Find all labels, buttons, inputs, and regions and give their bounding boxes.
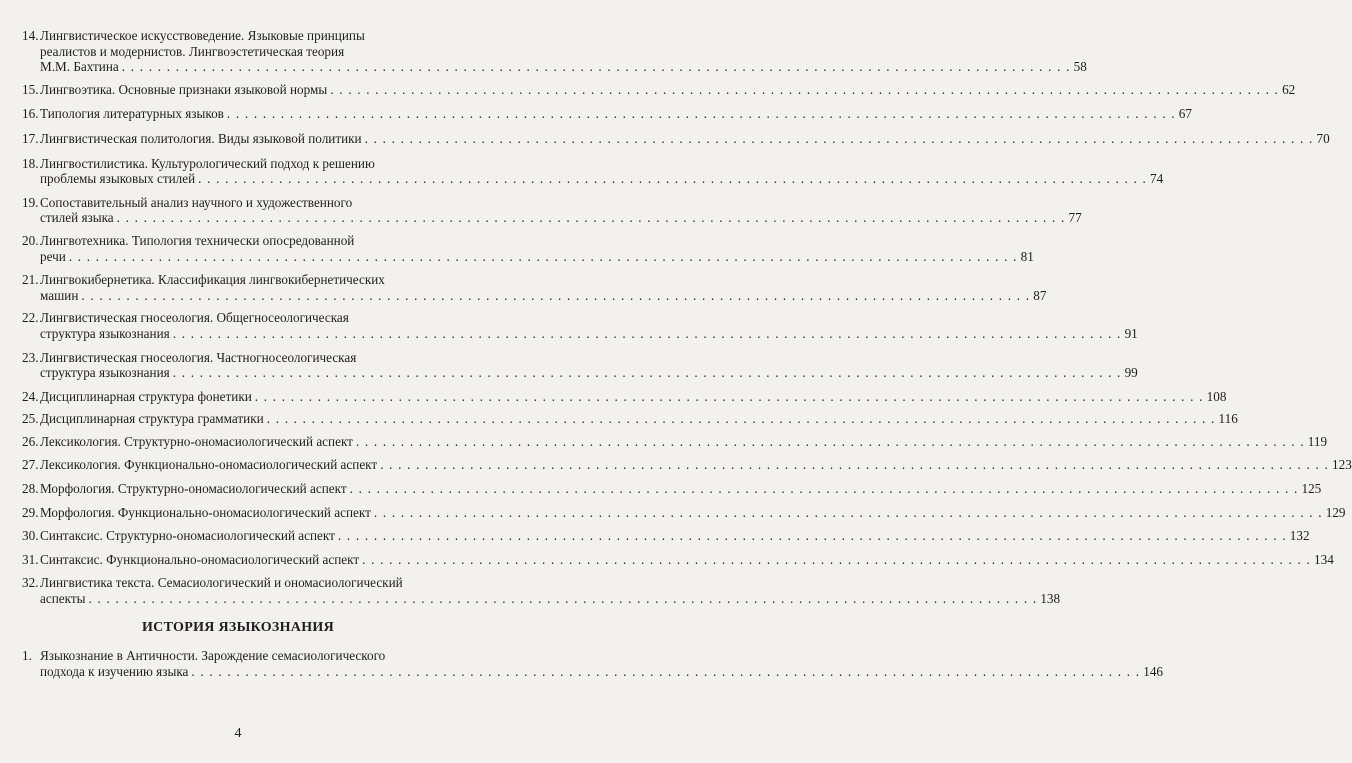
toc-entry-number: 30. [22,528,39,544]
toc-entry-number: 16. [22,106,39,122]
toc-entry-page: 119 [1307,433,1328,449]
toc-entry-title-line: проблемы языковых стилей [40,171,196,187]
toc-entry-title-line: Синтаксис. Функционально-ономасиологический аспект [40,551,360,567]
toc-entry-number: 1. [22,648,32,663]
toc-entry-number: 29. [22,504,39,520]
dot-leader [122,59,1071,75]
toc-entry-title-line: реалистов и модернистов. Лингвоэстетическая теория [40,43,345,59]
toc-entry-title-line: Лексикология. Функционально-ономасиологический аспект [40,457,378,473]
toc-entry-page: 99 [1124,365,1138,381]
toc-entry-title-line: аспекты [40,591,86,607]
toc-entry-title-line: Дисциплинарная структура грамматики [40,411,264,427]
toc-entry-title-line: Лингвоэтика. Основные признаки языковой нормы [40,81,328,97]
toc-entry [22,232,1034,264]
dot-leader [117,210,1066,226]
toc-entry-page: 70 [1316,130,1330,146]
toc-entry-number: 28. [22,481,39,497]
toc-entry-title-line: Лексикология. Структурно-ономасиологический аспект [40,433,353,449]
toc-entry-title-line: Дисциплинарная структура фонетики [40,388,252,404]
toc-entry-number: 27. [22,457,39,473]
toc-entry [22,106,1192,122]
toc-entry-title-line: речи [40,248,66,264]
toc-entry-title-line: Лингвистическая гносеология. Частногносеологическая [40,349,357,365]
toc-entry-page: 146 [1143,663,1164,679]
toc-entry-page: 108 [1206,388,1227,404]
toc-entry-number: 32. [22,575,39,591]
toc-entry [22,194,1082,226]
toc-entry-page: 67 [1178,106,1192,122]
toc-entry [22,528,1310,544]
toc-entry-page: 116 [1218,411,1238,427]
toc-entry [22,411,1238,427]
toc-entry-page: 138 [1040,591,1061,607]
toc-entry-page: 62 [1282,81,1296,97]
page-number: 4 [234,726,242,741]
toc-entry-page: 125 [1301,481,1322,497]
dot-leader [255,389,1204,405]
dot-leader [267,411,1216,427]
toc-entry-number: 14. [22,28,39,43]
section-table-of-contents [22,648,1164,679]
toc-entry-title-line: М.М. Бахтина [40,59,119,75]
toc-entry-title-line: структура языкознания [40,365,170,381]
toc-entry-title-line: Синтаксис. Структурно-ономасиологический аспект [40,528,335,544]
dot-leader [173,365,1122,381]
toc-entry [22,310,1138,341]
toc-entry-page: 132 [1289,528,1310,544]
toc-entry-page: 134 [1314,551,1334,567]
toc-entry-title-line: Морфология. Структурно-ономасиологический аспект [40,481,347,497]
toc-entry-title-line: подхода к изучению языка [40,663,189,679]
dot-leader [350,481,1299,497]
toc-entry [22,481,1322,497]
toc-entry-title-line: Лингвистическая политология. Виды языковой политики [40,130,362,146]
toc-entry [22,130,1330,147]
dot-leader [191,664,1140,680]
toc-entry-title-line: Лингвистическая гносеология. Общегносеологическая [40,310,349,326]
toc-entry [22,457,1352,473]
toc-entry-number: 25. [22,411,39,427]
toc-entry-number: 21. [22,272,39,288]
toc-entry-number: 26. [22,433,39,449]
toc-entry-page: 74 [1150,171,1164,187]
dot-leader [374,505,1323,521]
toc-entry-number: 22. [22,310,39,326]
dot-leader [227,106,1176,122]
toc-entry-title-line: Лингвистика текста. Семасиологический и ономасиологический [40,575,403,591]
toc-entry-title-line: Типология литературных языков [40,106,224,122]
toc-entry-page: 77 [1068,210,1082,226]
toc-entry-number: 20. [22,232,39,248]
toc-entry-number: 19. [22,194,39,210]
toc-entry [22,349,1138,381]
toc-entry [22,28,1087,75]
toc-entry-title-line: структура языкознания [40,325,170,341]
dot-leader [173,326,1122,342]
toc-entry-number: 18. [22,155,39,171]
toc-entry [22,551,1334,568]
toc-entry [22,648,1164,679]
toc-entry-title-line: Морфология. Функционально-ономасиологический аспект [40,504,371,520]
dot-leader [81,288,1030,304]
toc-entry-title-line: Языкознание в Античности. Зарождение семасиологического [40,648,386,663]
toc-entry-page: 81 [1020,248,1034,264]
toc-entry [22,388,1227,405]
toc-entry [22,81,1296,98]
toc-entry [22,504,1346,521]
dot-leader [198,171,1147,187]
dot-leader [362,552,1311,568]
toc-entry [22,575,1061,607]
toc-entry-title-line: машин [40,287,79,303]
dot-leader [380,457,1329,473]
toc-entry-number: 24. [22,388,39,404]
toc-entry-number: 23. [22,349,39,365]
toc-entry [22,272,1047,303]
dot-leader [356,434,1305,450]
toc-entry-page: 91 [1124,325,1138,341]
table-of-contents [22,28,1352,607]
toc-entry-page: 87 [1033,287,1047,303]
toc-entry-page: 123 [1332,457,1352,473]
toc-entry [22,433,1328,450]
dot-leader [88,591,1037,607]
toc-entry-title-line: Лингвотехника. Типология технически опосредованной [40,232,355,248]
toc-entry-number: 15. [22,81,39,97]
toc-entry-number: 31. [22,551,39,567]
toc-entry-title-line: Сопоставительный анализ научного и художественного [40,194,353,210]
toc-entry-title-line: Лингвостилистика. Культурологический подход к решению [40,155,375,171]
dot-leader [365,131,1314,147]
dot-leader [338,528,1287,544]
toc-entry-page: 129 [1325,504,1346,520]
dot-leader [330,82,1279,98]
toc-entry [22,155,1164,187]
toc-entry-title-line: стилей языка [40,210,114,226]
toc-entry-number: 17. [22,130,39,146]
toc-entry-page: 58 [1073,59,1087,75]
toc-entry-title-line: Лингвокибернетика. Классификация лингвокибернетических [40,272,385,288]
dot-leader [69,249,1018,265]
toc-entry-title-line: Лингвистическое искусствоведение. Языковые принципы [40,28,365,43]
section-heading: ИСТОРИЯ ЯЗЫКОЗНАНИЯ [141,620,334,635]
